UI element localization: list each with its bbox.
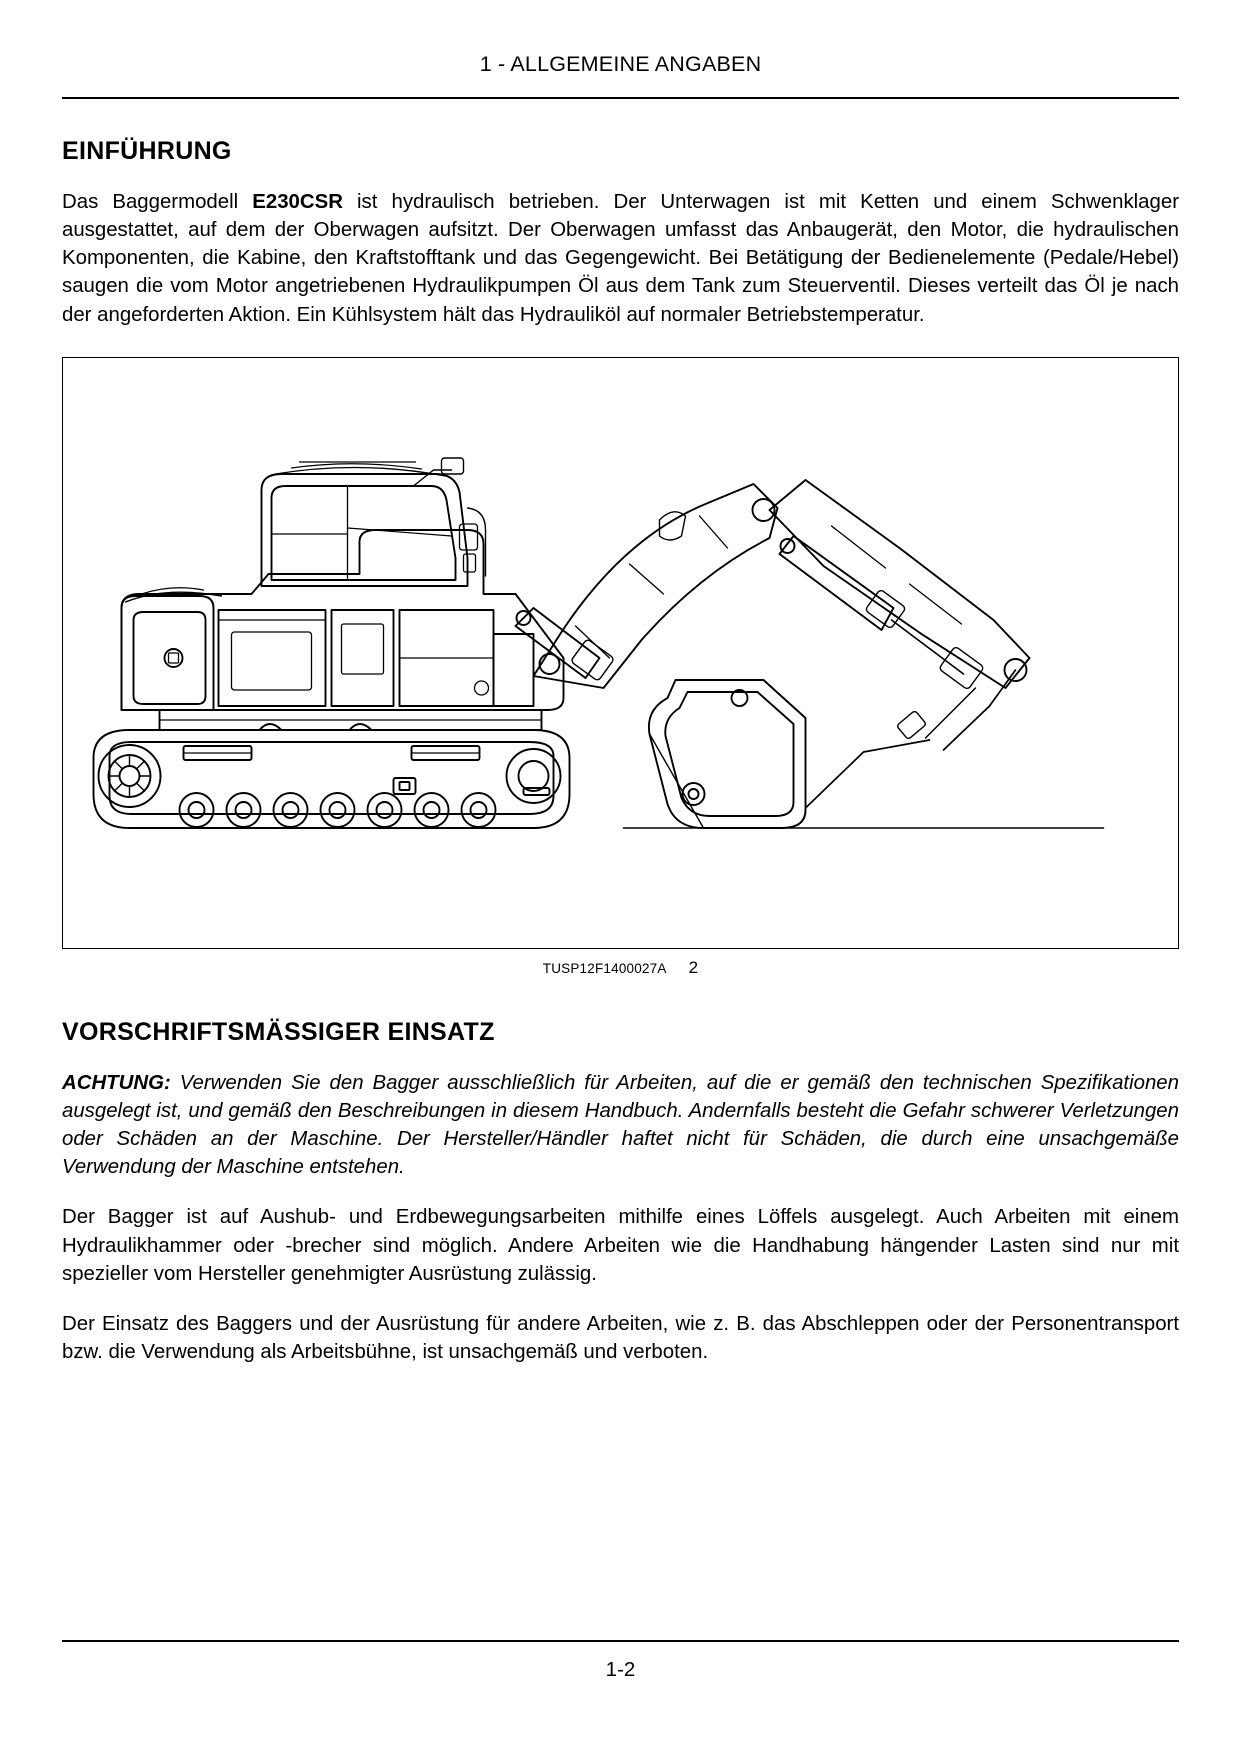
hydraulic-excavator-illustration — [63, 358, 1178, 948]
figure-caption-code: TUSP12F1400027A — [542, 960, 667, 976]
excavator-figure-frame — [62, 357, 1179, 949]
header-divider — [62, 97, 1179, 99]
footer-divider — [62, 1640, 1179, 1642]
model-designation: E230CSR — [252, 191, 343, 213]
warning-paragraph — [62, 1069, 1179, 1182]
warning-text: Verwenden Sie den Bagger ausschließlich für Arbeiten, auf die er gemäß den technischen Spezifikationen ausgelegt ist, und gemäß den Beschreibungen in diesem Handbuch. Andernfalls besteht die Gefahr schwerer Verletzungen oder Schäden an der Maschine. Der Hersteller/Händler haftet nicht für Schäden, die durch eine unsachgemäße Verwendung der Maschine entstehen. — [62, 1071, 1179, 1179]
intro-paragraph — [62, 188, 1179, 329]
warning-label: ACHTUNG: — [62, 1071, 171, 1094]
usage-paragraph-1: Der Bagger ist auf Aushub- und Erdbewegungsarbeiten mithilfe eines Löffels ausgelegt. Auch Arbeiten mit einem Hydraulikhammer oder -brecher sind möglich. Andere Arbeiten wie die Handhabung hängender Lasten sind nur mit spezieller vom Hersteller genehmigter Ausrüstung zulässig. — [62, 1206, 1179, 1285]
intro-text-before-model: Das Baggermodell — [62, 191, 253, 213]
section-heading-vorschriftsmaessiger-einsatz: VORSCHRIFTSMÄSSIGER EINSATZ — [62, 1017, 495, 1046]
figure-caption — [62, 958, 1179, 978]
page-number: 1-2 — [605, 1658, 636, 1681]
section-heading-einfuehrung: EINFÜHRUNG — [62, 137, 232, 165]
figure-number: 2 — [688, 957, 699, 977]
running-header: 1 - ALLGEMEINE ANGABEN — [479, 52, 762, 76]
usage-paragraph-2: Der Einsatz des Baggers und der Ausrüstung für andere Arbeiten, wie z. B. das Abschleppen oder der Personentransport bzw. die Verwendung als Arbeitsbühne, ist unsachgemäß und verboten. — [62, 1312, 1179, 1364]
figure-block — [62, 357, 1179, 978]
page-footer — [62, 1640, 1179, 1682]
intro-text-after-model: ist hydraulisch betrieben. Der Unterwagen ist mit Ketten und einem Schwenklager ausgestattet, auf dem der Oberwagen aufsitzt. Der Oberwagen umfasst das Anbaugerät, den Motor, die hydraulischen Komponenten, die Kabine, den Kraftstofftank und das Gegengewicht. Bei Betätigung der Bedienelemente (Pedale/Hebel) saugen die vom Motor angetriebenen Hydraulikpumpen Öl aus dem Tank zum Steuerventil. Dieses verteilt das Öl je nach der angeforderten Aktion. Ein Kühlsystem hält das Hydrauliköl auf normaler Betriebstemperatur. — [62, 191, 1179, 326]
